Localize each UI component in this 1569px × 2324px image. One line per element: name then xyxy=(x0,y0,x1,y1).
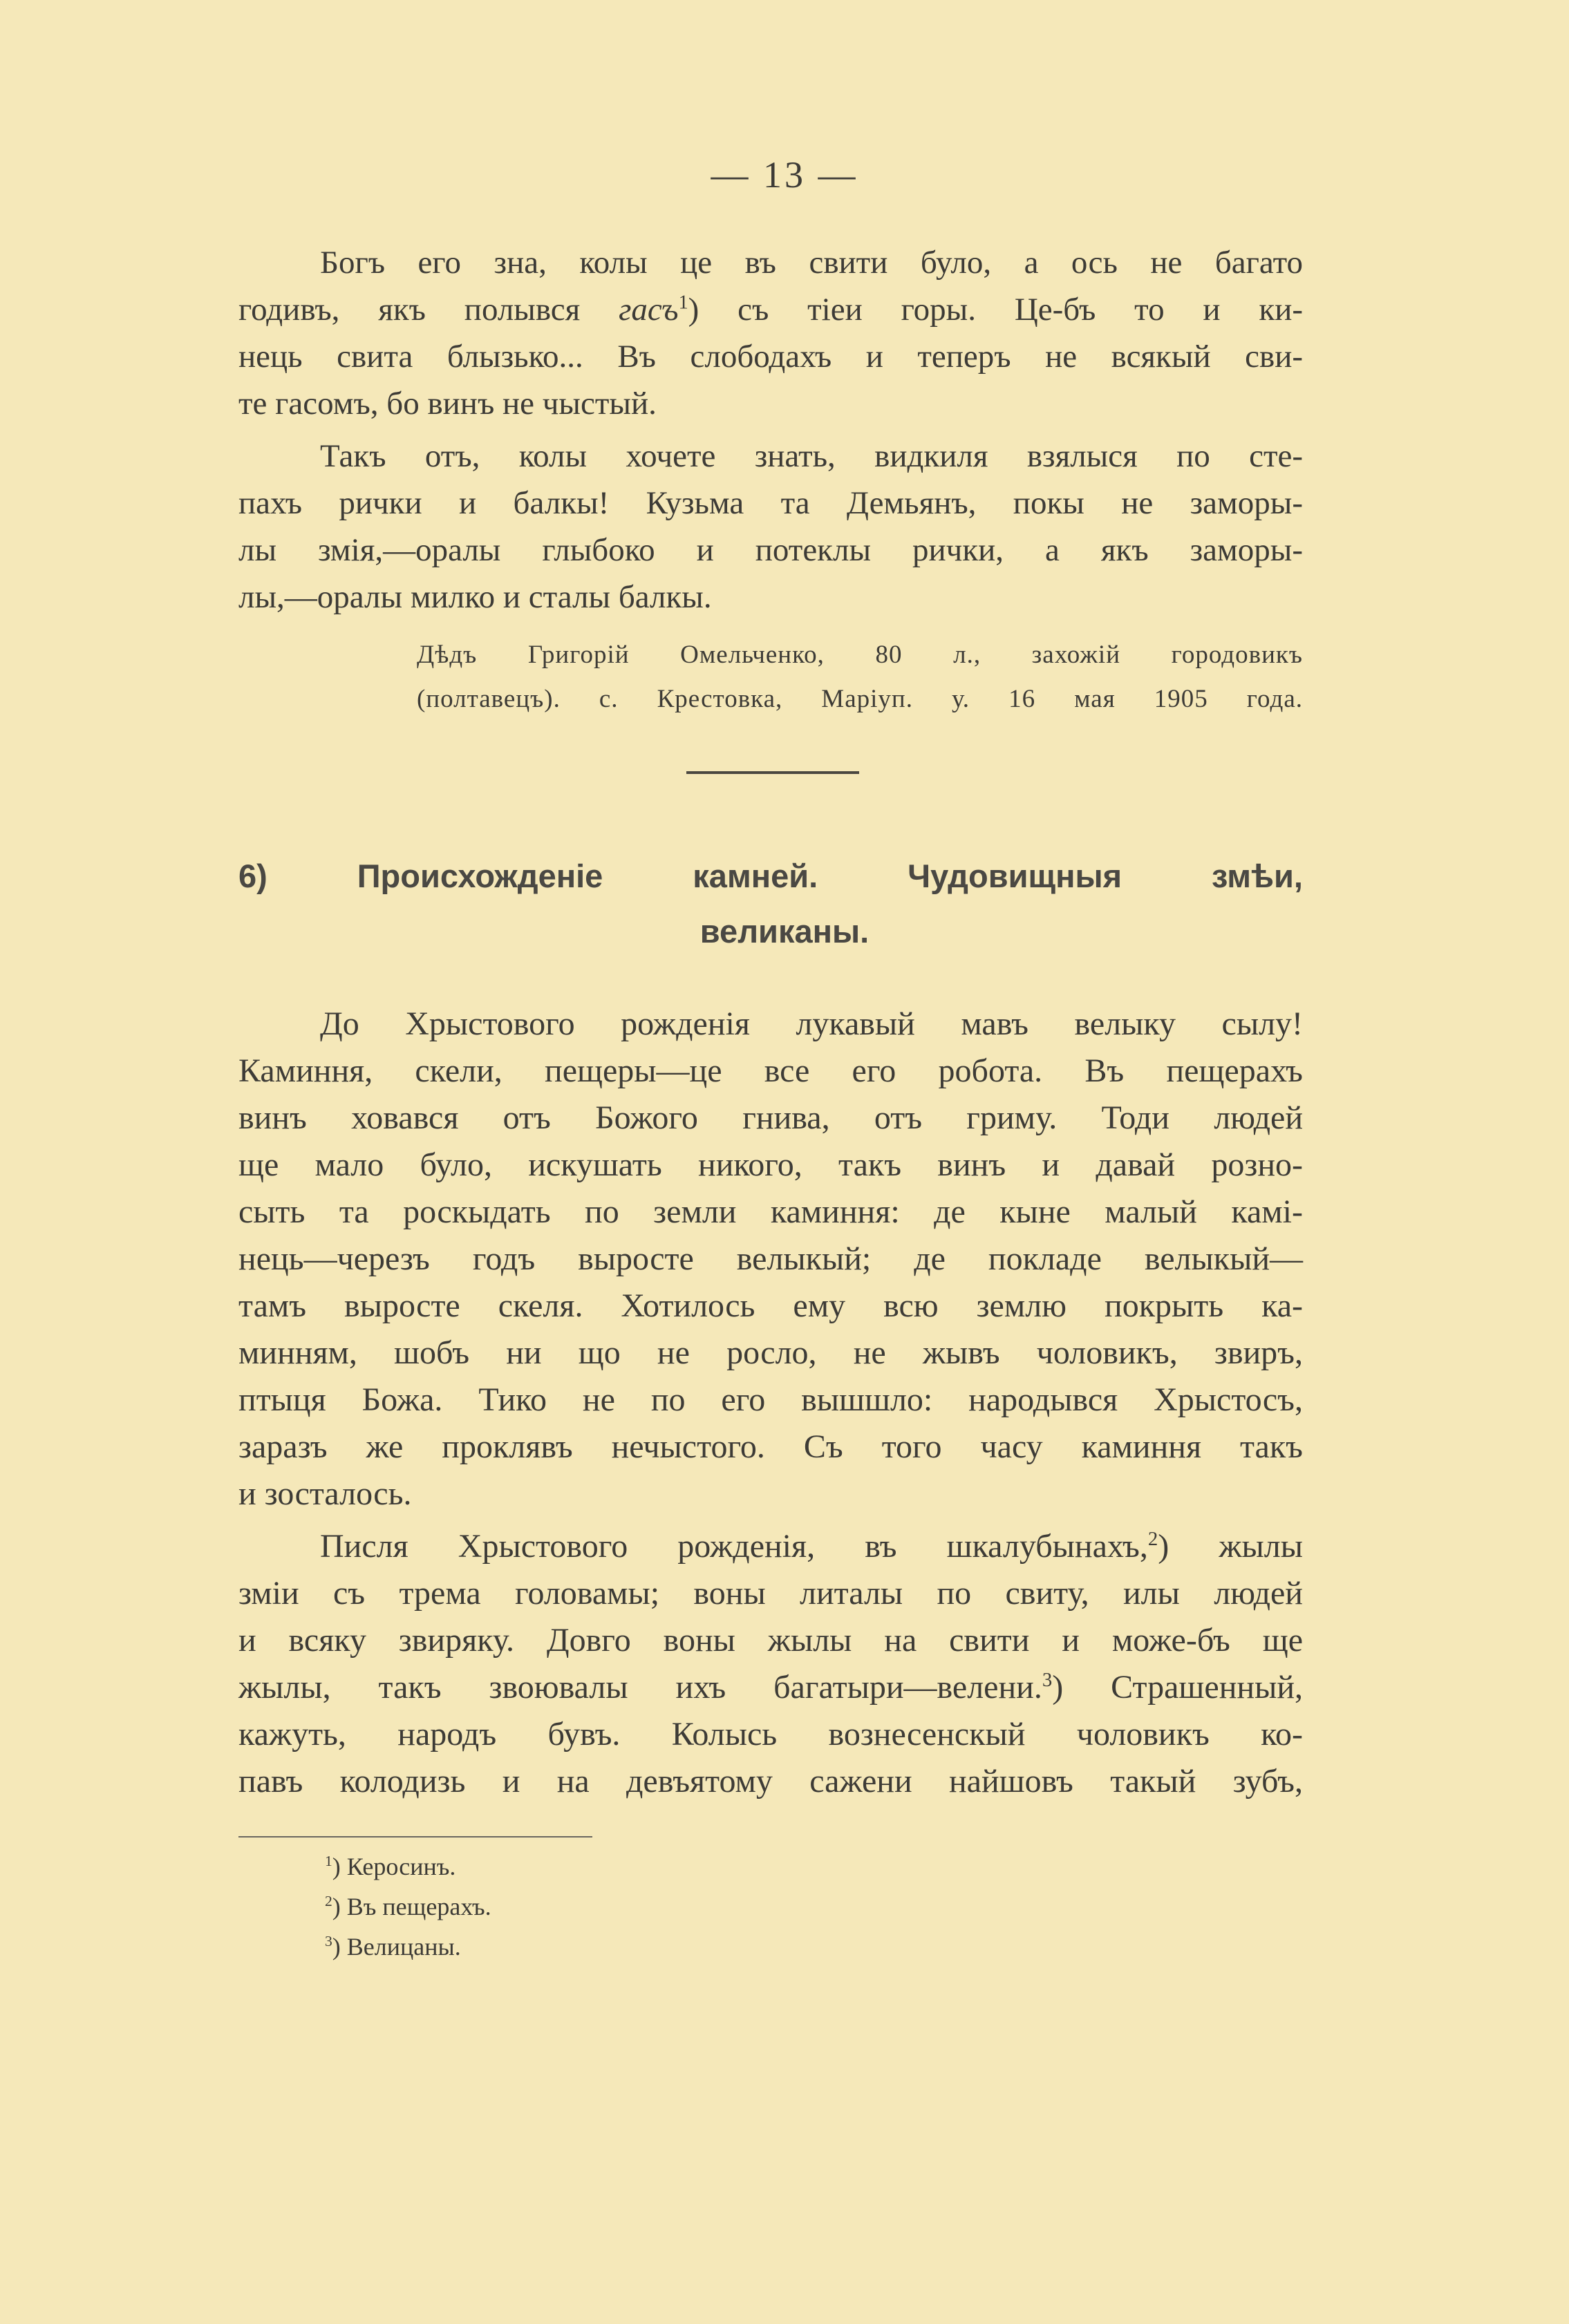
text-line: ще мало було, искушать никого, такъ винъ и давай розно- xyxy=(238,1146,1303,1183)
text-line: те гасомъ, бо винъ не чыстый. xyxy=(238,386,657,422)
text-line: Богъ его зна, колы це въ свити було, а ось не багато xyxy=(320,245,1303,281)
text-line: и зосталось. xyxy=(238,1475,412,1512)
text-line: минням, шобъ ни що не росло, не жывъ чоловикъ, звиръ, xyxy=(238,1334,1303,1371)
section-divider xyxy=(686,771,859,774)
text-line: кажуть, народъ бувъ. Колысь вознесенскый чоловикъ ко- xyxy=(238,1716,1303,1753)
section-heading-continued: великаны. xyxy=(699,913,870,950)
text-line: и всяку звиряку. Довго воны жылы на свити и може-бъ ще xyxy=(238,1622,1303,1659)
footnote-ref: 2 xyxy=(1147,1528,1158,1550)
footnote: $^1$) Керосинъ. xyxy=(325,1853,456,1880)
footnote-divider xyxy=(238,1836,592,1838)
footnote: $^3$) Велицаны. xyxy=(325,1933,461,1961)
page-number: — 13 — xyxy=(711,154,858,196)
text-line: заразъ же проклявъ нечыстого. Съ того часу каминня такъ xyxy=(238,1428,1303,1465)
section-heading: 6) Происхожденіе камней. Чудовищныя змѣи, xyxy=(238,858,1303,894)
text-line: птыця Божа. Тико не по его вышшло: народывся Хрыстосъ, xyxy=(238,1381,1303,1418)
footnote: $^2$) Въ пещерахъ. xyxy=(325,1893,491,1920)
attribution-line: Дѣдъ Григорій Омельченко, 80 л., захожій городовикъ xyxy=(417,641,1303,669)
text-line: тамъ выросте скеля. Хотилось ему всю землю покрыть ка- xyxy=(238,1287,1303,1324)
footnote-ref: 3 xyxy=(1042,1669,1053,1691)
footnote-ref: 1 xyxy=(678,292,688,314)
text-line: годивъ, якъ полывся гасъ$^1$) съ тіеи горы. Це-бъ то и ки- xyxy=(238,292,1304,328)
text-line: Такъ отъ, колы хочете знать, видкиля взялыся по сте- xyxy=(320,438,1303,474)
text-line: винъ ховався отъ Божого гнива, отъ гриму. Тоди людей xyxy=(238,1099,1303,1136)
text-line: павъ колодизь и на девъятому сажени найшовъ такый зубъ, xyxy=(238,1763,1303,1799)
text-line: зміи съ трема головамы; воны литалы по свиту, илы людей xyxy=(238,1575,1303,1612)
text-line: нець свита блызько... Въ слободахъ и теперъ не всякый сви- xyxy=(238,339,1303,375)
text-line: До Хрыстового рожденія лукавый мавъ велыку сылу! xyxy=(320,1005,1303,1042)
italic-word: гасъ xyxy=(619,292,679,328)
text-line: пахъ рички и балкы! Кузьма та Демьянъ, покы не заморы- xyxy=(238,485,1303,521)
text-line: лы,—оралы милко и сталы балкы. xyxy=(238,579,712,615)
text-line: Каминня, скели, пещеры—це все его робота. Въ пещерахъ xyxy=(238,1052,1303,1089)
attribution-line: (полтавецъ). с. Крестовка, Маріуп. у. 16 мая 1905 года. xyxy=(417,685,1303,713)
text-line: лы змія,—оралы глыбоко и потеклы рички, а якъ заморы- xyxy=(238,532,1303,568)
text-line: Писля Хрыстового рожденія, въ шкалубынахъ,$^2$) жылы xyxy=(320,1528,1303,1565)
text-line: нець—черезъ годъ выросте велыкый; де покладе велыкый— xyxy=(238,1240,1303,1277)
text-line: жылы, такъ звоювалы ихъ багатыри—велени.$^3$) Страшенный, xyxy=(238,1669,1304,1706)
text-line: сыть та роскыдать по земли каминня: де кыне малый камі- xyxy=(238,1193,1303,1230)
